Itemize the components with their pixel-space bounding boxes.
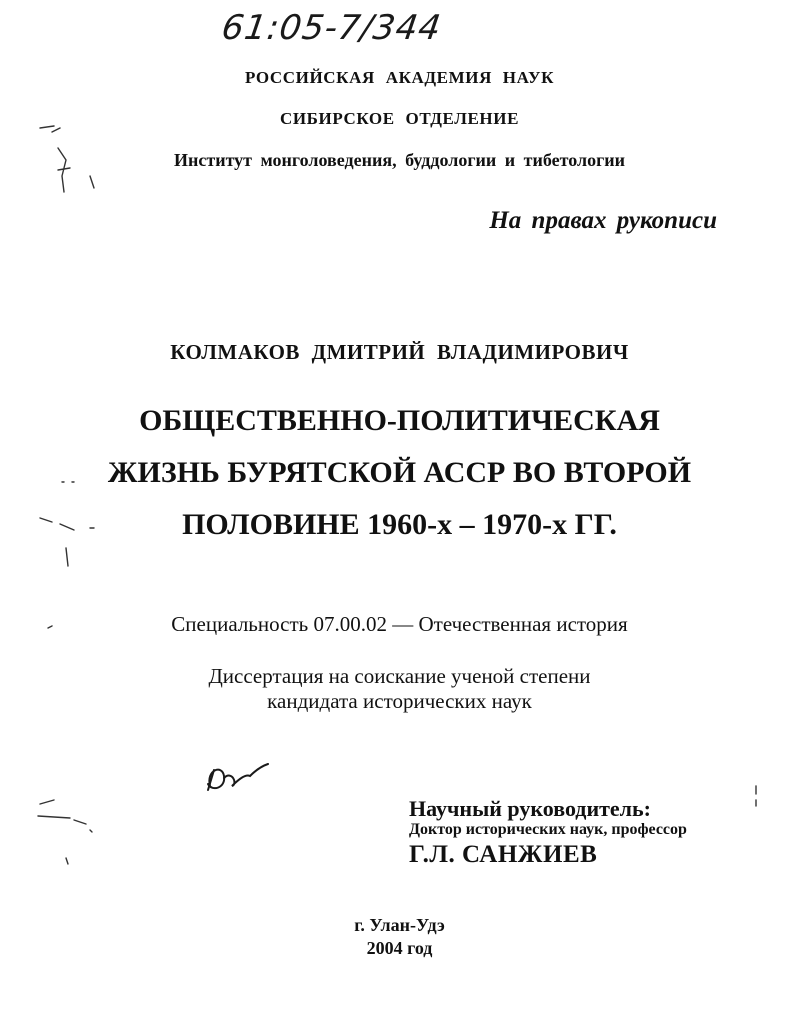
- dissertation-line-1: Диссертация на соискание ученой степени: [208, 664, 591, 688]
- manuscript-rights-note: На правах рукописи: [489, 207, 717, 234]
- academy-name: РОССИЙСКАЯ АКАДЕМИЯ НАУК: [244, 68, 555, 87]
- supervisor-label: Научный руководитель:: [409, 796, 651, 821]
- author-name: КОЛМАКОВ ДМИТРИЙ ВЛАДИМИРОВИЧ: [170, 340, 629, 364]
- city: г. Улан-Удэ: [354, 915, 445, 935]
- institute-name: Институт монголоведения, буддологии и тибетологии: [174, 150, 625, 170]
- scan-noise-marks: [38, 126, 756, 864]
- handwritten-catalog-number: 61:05-7/344: [219, 8, 445, 48]
- branch-name: СИБИРСКОЕ ОТДЕЛЕНИЕ: [279, 109, 520, 128]
- dissertation-line-2: кандидата исторических наук: [267, 689, 532, 713]
- year: 2004 год: [366, 938, 433, 958]
- title-line-3: ПОЛОВИНЕ 1960-х – 1970-х ГГ.: [182, 508, 617, 541]
- title-line-1: ОБЩЕСТВЕННО-ПОЛИТИЧЕСКАЯ: [139, 404, 660, 437]
- supervisor-degree: Доктор исторических наук, профессор: [409, 821, 687, 838]
- handwritten-signature: [208, 764, 268, 790]
- specialty: Специальность 07.00.02 — Отечественная история: [171, 612, 628, 636]
- supervisor-name: Г.Л. САНЖИЕВ: [409, 841, 598, 868]
- title-line-2: ЖИЗНЬ БУРЯТСКОЙ АССР ВО ВТОРОЙ: [107, 456, 692, 489]
